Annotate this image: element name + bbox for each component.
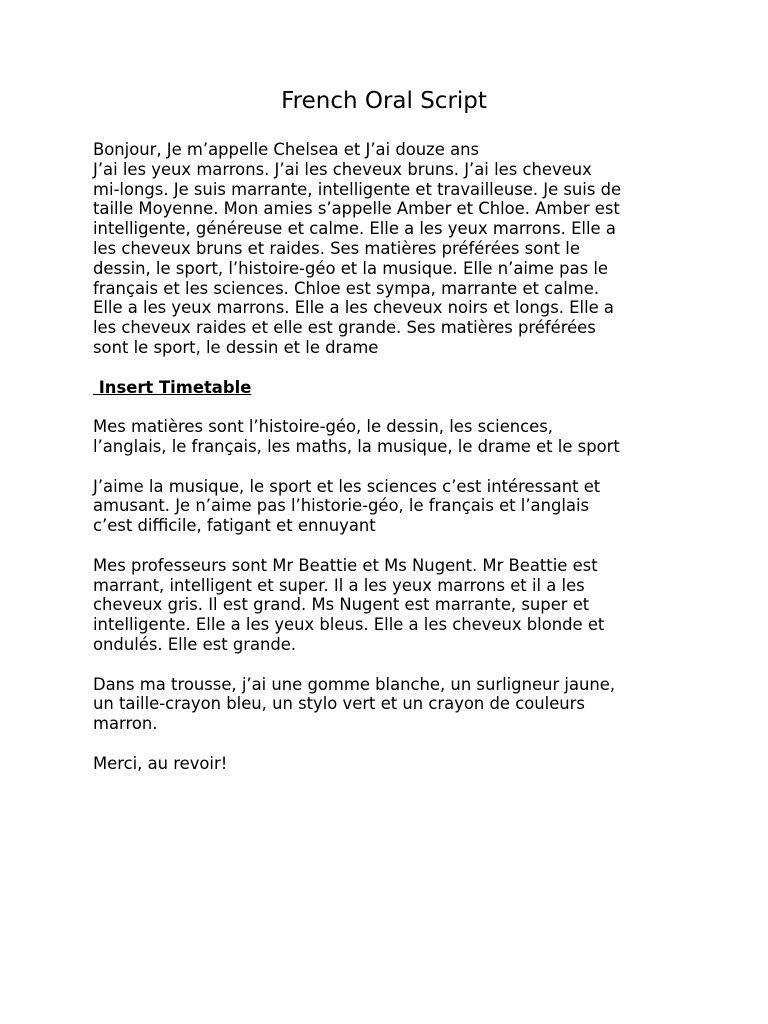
text-line: Mes matières sont l’histoire-géo, le dessin, les sciences, [93, 417, 554, 437]
text-line: J’ai les yeux marrons. J’ai les cheveux bruns. J’ai les cheveux [93, 159, 592, 179]
text-line: un taille-crayon bleu, un stylo vert et un crayon de couleurs [93, 694, 585, 714]
paragraph-spacer [93, 358, 693, 378]
intro-paragraph [93, 140, 693, 358]
text-line: sont le sport, le dessin et le drame [93, 337, 379, 357]
text-line: français et les sciences. Chloe est sympa, marrante et calme. [93, 278, 600, 298]
text-line: mi-longs. Je suis marrante, intelligente et travailleuse. Je suis de [93, 179, 622, 199]
closing-line: Merci, au revoir! [93, 753, 228, 773]
text-line: dessin, le sport, l’histoire-géo et la musique. Elle n’aime pas le [93, 258, 609, 278]
subjects-paragraph [93, 417, 693, 457]
text-line: amusant. Je n’aime pas l’historie-géo, le français et l’anglais [93, 496, 590, 516]
text-line: Mes professeurs sont Mr Beattie et Ms Nugent. Mr Beattie est [93, 555, 598, 575]
text-line: l’anglais, le français, les maths, la musique, le drame et le sport [93, 436, 620, 456]
text-line: les cheveux raides et elle est grande. Ses matières préférées [93, 318, 596, 338]
text-line: les cheveux bruns et raides. Ses matières préférées sont le [93, 238, 580, 258]
text-line: Elle a les yeux marrons. Elle a les cheveux noirs et longs. Elle a [93, 298, 614, 318]
paragraph-spacer [93, 397, 693, 417]
text-line: cheveux gris. Il est grand. Ms Nugent est marrante, super et [93, 595, 590, 615]
pencilcase-paragraph [93, 675, 693, 734]
text-line: Dans ma trousse, j’ai une gomme blanche, un surligneur jaune, [93, 674, 616, 694]
text-line: J’aime la musique, le sport et les sciences c’est intéressant et [93, 476, 601, 496]
text-line: intelligente, généreuse et calme. Elle a les yeux marrons. Elle a [93, 219, 616, 239]
text-line: intelligente. Elle a les yeux bleus. Elle a les cheveux blonde et [93, 615, 605, 635]
text-line: taille Moyenne. Mon amies s’appelle Amber et Chloe. Amber est [93, 199, 620, 219]
text-line: c’est difficile, fatigant et ennuyant [93, 516, 376, 536]
text-line: marrant, intelligent et super. Il a les yeux marrons et il a les [93, 575, 585, 595]
paragraph-spacer [93, 457, 693, 477]
text-line: Bonjour, Je m’appelle Chelsea et J’ai douze ans [93, 140, 480, 159]
text-line: ondulés. Elle est grande. [93, 634, 297, 654]
document-title: French Oral Script [281, 88, 487, 114]
paragraph-spacer [93, 655, 693, 675]
paragraph-spacer [93, 734, 693, 754]
document-body [93, 140, 693, 774]
text-line: marron. [93, 714, 158, 734]
likes-paragraph [93, 477, 693, 536]
timetable-heading: Insert Timetable [93, 377, 252, 397]
teachers-paragraph [93, 556, 693, 655]
paragraph-spacer [93, 536, 693, 556]
